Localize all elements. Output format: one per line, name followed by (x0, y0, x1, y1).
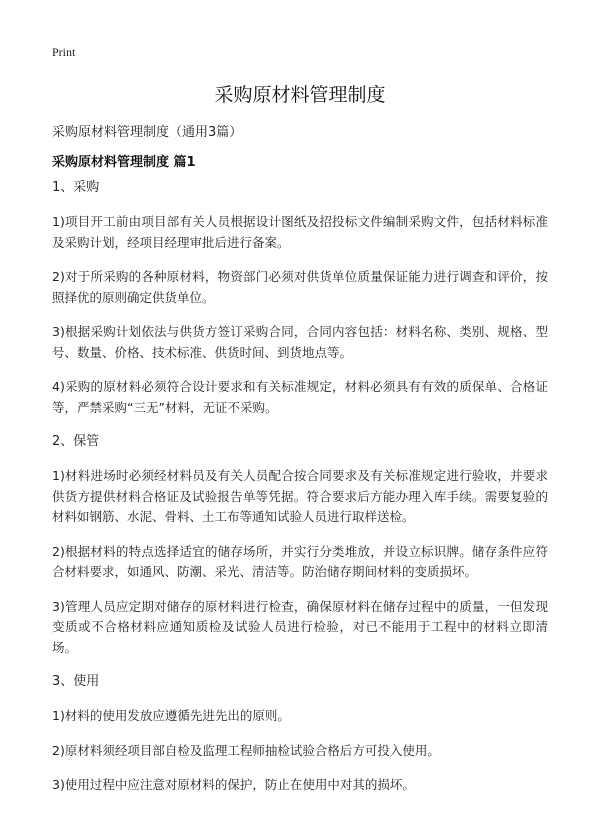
section-heading-storage: 2、保管 (52, 434, 100, 449)
paragraph: 2)根据材料的特点选择适宜的储存场所，并实行分类堆放，并设立标识牌。储存条件应符合材料要求，如通风、防潮、采光、清洁等。防治储存期间材料的变质损坏。 (52, 543, 548, 579)
paragraph: 3)根据采购计划依法与供货方签订采购合同，合同内容包括：材料名称、类别、规格、型号、数量、价格、技术标准、供货时间、到货地点等。 (52, 324, 548, 360)
chapter-heading: 采购原材料管理制度 篇1 (52, 155, 196, 170)
paragraph: 4)采购的原材料必须符合设计要求和有关标准规定，材料必须具有有效的质保单、合格证等，严禁采购“三无”材料，无证不采购。 (52, 379, 548, 415)
document-title: 采购原材料管理制度 (214, 84, 386, 106)
section-heading-purchase: 1、采购 (52, 180, 100, 195)
paragraph: 1)材料的使用发放应遵循先进先出的原则。 (52, 708, 290, 723)
document-subtitle: 采购原材料管理制度（通用3篇） (52, 125, 243, 140)
document-body (52, 178, 548, 810)
paragraph: 3)使用过程中应注意对原材料的保护，防止在使用中对其的损坏。 (52, 777, 415, 792)
print-link[interactable]: Print (52, 45, 76, 59)
paragraph: 1)项目开工前由项目部有关人员根据设计图纸及招投标文件编制采购文件，包括材料标准及采购计划，经项目经理审批后进行备案。 (52, 214, 548, 250)
paragraph: 3)管理人员应定期对储存的原材料进行检查，确保原材料在储存过程中的质量，一但发现变质或不合格材料应通知质检及试验人员进行检验，对已不能用于工程中的材料立即清场。 (52, 598, 548, 655)
paragraph: 2)原材料须经项目部自检及监理工程师抽检试验合格后方可投入使用。 (52, 742, 440, 758)
paragraph: 1)材料进场时必须经材料员及有关人员配合按合同要求及有关标准规定进行验收，并要求供货方提供材料合格证及试验报告单等凭据。符合要求后方能办理入库手续。需要复验的材料如钢筋、水泥、骨料、土工布等通知试验人员进行取样送检。 (52, 468, 548, 524)
section-heading-usage: 3、使用 (52, 674, 100, 689)
paragraph: 2)对于所采购的各种原材料，物资部门必须对供货单位质量保证能力进行调查和评价，按照择优的原则确定供货单位。 (52, 269, 548, 305)
